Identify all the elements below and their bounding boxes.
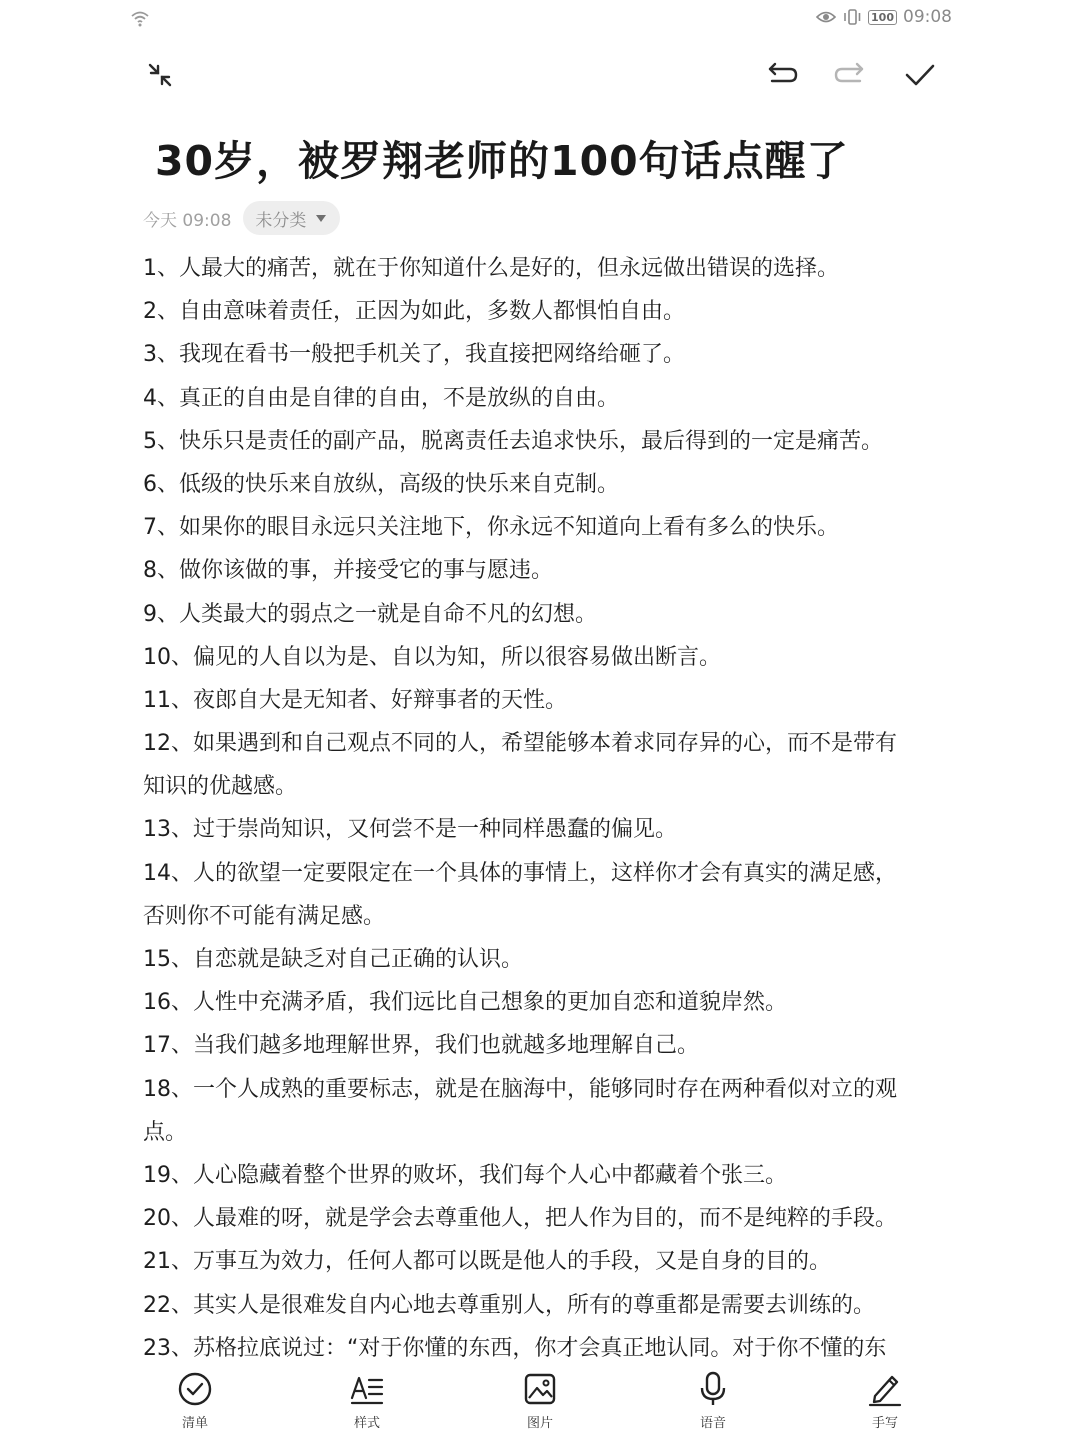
note-line: 17、当我们越多地理解世界，我们也就越多地理解自己。 [143, 1033, 699, 1059]
redo-button[interactable] [830, 55, 870, 95]
note-line: 12、如果遇到和自己观点不同的人，希望能够本着求同存异的心，而不是带有 [143, 731, 897, 757]
checklist-icon [176, 1370, 214, 1408]
note-line: 知识的优越感。 [143, 774, 298, 800]
note-line: 23、苏格拉底说过：“对于你懂的东西，你才会真正地认同。对于你不懂的东 [143, 1335, 887, 1361]
note-line: 13、过于崇尚知识，又何尝不是一种同样愚蠢的偏见。 [143, 817, 677, 843]
note-line: 1、人最大的痛苦，就在于你知道什么是好的，但永远做出错误的选择。 [143, 256, 839, 281]
redo-icon [832, 61, 868, 89]
category-label: 未分类 [255, 210, 307, 231]
note-title[interactable]: 30岁，被罗翔老师的100句话点醒了 [155, 137, 849, 185]
note-line: 7、如果你的眼目永远只关注地下，你永远不知道向上看有多么的快乐。 [143, 515, 839, 541]
voice-label: 语音 [699, 1416, 726, 1431]
eye-icon [816, 9, 836, 25]
editor-toolbar [0, 55, 1080, 100]
note-line: 否则你不可能有满足感。 [143, 903, 386, 929]
note-line: 14、人的欲望一定要限定在一个具体的事情上，这样你才会有真实的满足感， [143, 860, 897, 886]
undo-button[interactable] [762, 55, 802, 95]
note-line: 2、自由意味着责任，正因为如此，多数人都惧怕自由。 [143, 299, 685, 325]
dropdown-arrow-icon [316, 215, 326, 222]
note-line: 19、人心隐藏着整个世界的败坏，我们每个人心中都藏着个张三。 [143, 1162, 787, 1188]
note-line: 11、夜郎自大是无知者、好辩事者的天性。 [143, 687, 567, 713]
note-line: 点。 [143, 1119, 188, 1145]
note-line: 6、低级的快乐来自放纵，高级的快乐来自克制。 [143, 471, 619, 497]
text-style-button[interactable] [327, 1370, 407, 1432]
checklist-label: 清单 [181, 1416, 208, 1431]
status-time: 09:08 [903, 7, 952, 27]
note-line: 5、快乐只是责任的副产品，脱离责任去追求快乐，最后得到的一定是痛苦。 [143, 428, 883, 454]
note-body[interactable] [143, 247, 943, 1364]
battery-indicator: 100 [868, 10, 897, 25]
collapse-icon [144, 59, 176, 91]
vibrate-icon [842, 9, 862, 25]
note-line: 4、真正的自由是自律的自由，不是放纵的自由。 [143, 385, 619, 411]
handwriting-pen-icon [866, 1370, 904, 1408]
note-line: 18、一个人成熟的重要标志，就是在脑海中，能够同时存在两种看似对立的观 [143, 1076, 897, 1102]
collapse-button[interactable] [140, 55, 180, 95]
text-style-label: 样式 [353, 1416, 380, 1431]
bottom-toolbar [0, 1364, 1080, 1439]
category-dropdown[interactable] [243, 201, 340, 235]
microphone-icon [694, 1370, 732, 1408]
note-line: 3、我现在看书一般把手机关了，我直接把网络给砸了。 [143, 342, 685, 368]
checkmark-icon [903, 61, 937, 89]
checklist-button[interactable] [155, 1370, 235, 1432]
image-icon [521, 1370, 559, 1408]
note-timestamp: 今天 09:08 [143, 210, 232, 231]
voice-button[interactable] [673, 1370, 753, 1432]
image-button[interactable] [500, 1370, 580, 1432]
note-line: 16、人性中充满矛盾，我们远比自己想象的更加自恋和道貌岸然。 [143, 990, 787, 1016]
note-line: 9、人类最大的弱点之一就是自命不凡的幻想。 [143, 601, 597, 627]
note-line: 21、万事互为效力，任何人都可以既是他人的手段，又是自身的目的。 [143, 1249, 831, 1275]
handwriting-label: 手写 [871, 1416, 898, 1431]
image-label: 图片 [526, 1416, 553, 1431]
note-line: 10、偏见的人自以为是、自以为知，所以很容易做出断言。 [143, 644, 721, 670]
note-meta [143, 201, 340, 235]
note-line: 20、人最难的呀，就是学会去尊重他人，把人作为目的，而不是纯粹的手段。 [143, 1206, 897, 1232]
handwriting-button[interactable] [845, 1370, 925, 1432]
wifi-icon [130, 8, 150, 28]
note-line: 22、其实人是很难发自内心地去尊重别人，所有的尊重都是需要去训练的。 [143, 1292, 875, 1318]
confirm-button[interactable] [900, 55, 940, 95]
status-indicators [816, 6, 952, 28]
note-line: 8、做你该做的事，并接受它的事与愿违。 [143, 558, 553, 584]
status-bar [0, 0, 1080, 36]
undo-icon [764, 61, 800, 89]
note-line: 15、自恋就是缺乏对自己正确的认识。 [143, 947, 523, 972]
text-style-icon [348, 1370, 386, 1408]
